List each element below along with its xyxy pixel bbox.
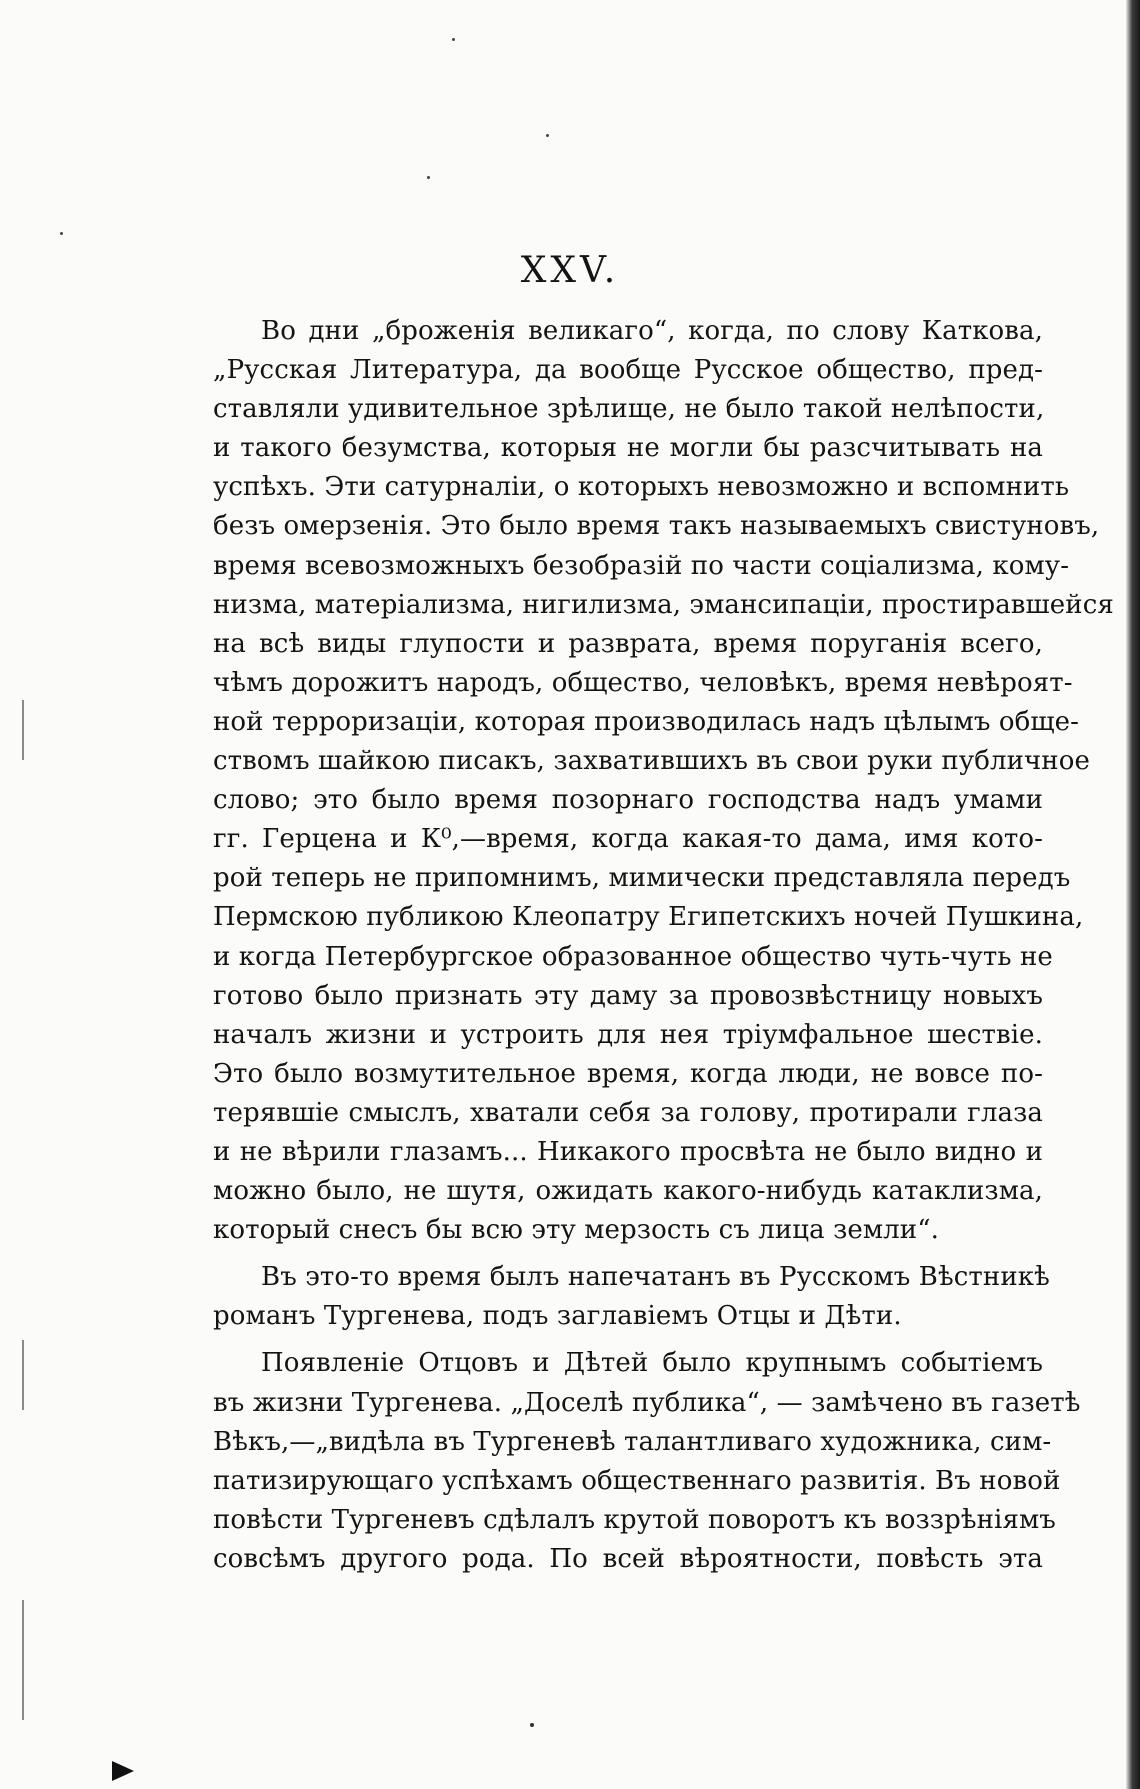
text-line: въ жизни Тургенева. „Доселѣ публика“, — замѣчено въ газетѣ xyxy=(213,1387,1081,1418)
scan-speck xyxy=(546,134,549,137)
text-line: на всѣ виды глупости и разврата, время поруганія всего, xyxy=(213,628,1043,659)
text-line: слово; это было время позорнаго господства надъ умами xyxy=(213,785,1043,816)
scan-artifact-left xyxy=(22,1340,24,1410)
text-line: и не вѣрили глазамъ... Никакого просвѣта не было видно и xyxy=(213,1136,1043,1167)
text-line: Это было возмутительное время, когда люди, не вовсе по- xyxy=(213,1058,1043,1089)
corner-arrow-mark xyxy=(112,1761,134,1781)
text-line: время всевозможныхъ безобразій по части соціализма, кому- xyxy=(213,550,1070,581)
text-line: чѣмъ дорожитъ народъ, общество, человѣкъ, время невѣроят- xyxy=(213,667,1073,698)
chapter-heading: XXV. xyxy=(520,250,620,291)
text-line: успѣхъ. Эти сатурналіи, о которыхъ невозможно и вспомнить xyxy=(213,472,1070,503)
scan-artifact-left xyxy=(22,1600,24,1720)
text-line: началъ жизни и устроить для нея тріумфальное шествіе. xyxy=(213,1019,1043,1050)
text-line: ставляли удивительное зрѣлище, не было такой нелѣпости, xyxy=(213,394,1045,425)
text-line: готово было признать эту даму за провозвѣстницу новыхъ xyxy=(213,980,1043,1011)
text-line: безъ омерзенія. Это было время такъ называемыхъ свистуновъ, xyxy=(213,511,1100,542)
text-line: совсѣмъ другого рода. По всей вѣроятности, повѣсть эта xyxy=(213,1543,1043,1574)
text-line: рой теперь не припомнимъ, мимически представляла передъ xyxy=(213,863,1071,894)
body-text xyxy=(213,312,1114,1579)
text-line: низма, матеріализма, нигилизма, эмансипаціи, простиравшейся xyxy=(213,589,1114,620)
text-line: можно было, не шутя, ожидать какого-нибудь катаклизма, xyxy=(213,1176,1043,1207)
text-line: „Русская Литература, да вообще Русское общество, пред- xyxy=(213,355,1043,386)
text-line: ной терроризаціи, которая производилась надъ цѣлымъ обще- xyxy=(213,706,1079,737)
text-line: и такого безумства, которыя не могли бы разсчитывать на xyxy=(213,433,1043,464)
text-line: патизирующаго успѣхамъ общественнаго развитія. Въ новой xyxy=(213,1465,1061,1496)
text-line: повѣсти Тургеневъ сдѣлалъ крутой поворотъ къ воззрѣніямъ xyxy=(213,1504,1056,1535)
text-line: Въ это-то время былъ напечатанъ въ Русскомъ Вѣстникѣ xyxy=(261,1262,1050,1293)
text-line: ствомъ шайкою писакъ, захватившихъ въ свои руки публичное xyxy=(213,746,1090,777)
text-line: гг. Герцена и К⁰,—время, когда какая-то дама, имя кото- xyxy=(213,824,1043,855)
scan-artifact-left xyxy=(22,700,24,760)
text-line: который снесъ бы всю эту мерзость съ лица земли“. xyxy=(213,1215,939,1246)
scan-speck xyxy=(530,1723,534,1727)
text-line: Во дни „броженія великаго“, когда, по слову Каткова, xyxy=(261,316,1043,346)
text-line: Появленіе Отцовъ и Дѣтей было крупнымъ событіемъ xyxy=(261,1348,1043,1379)
text-line: терявшіе смыслъ, хватали себя за голову, протирали глаза xyxy=(213,1097,1043,1128)
scan-speck xyxy=(60,232,63,235)
text-line: Пермскою публикою Клеопатру Египетскихъ ночей Пушкина, xyxy=(213,902,1084,933)
scan-speck xyxy=(427,176,430,179)
text-line: романъ Тургенева, подъ заглавіемъ Отцы и Дѣти. xyxy=(213,1301,902,1332)
text-line: Вѣкъ,—„видѣла въ Тургеневѣ талантливаго художника, сим- xyxy=(213,1426,1052,1457)
text-line: и когда Петербургское образованное общество чуть-чуть не xyxy=(213,941,1053,972)
scan-speck xyxy=(452,38,455,41)
